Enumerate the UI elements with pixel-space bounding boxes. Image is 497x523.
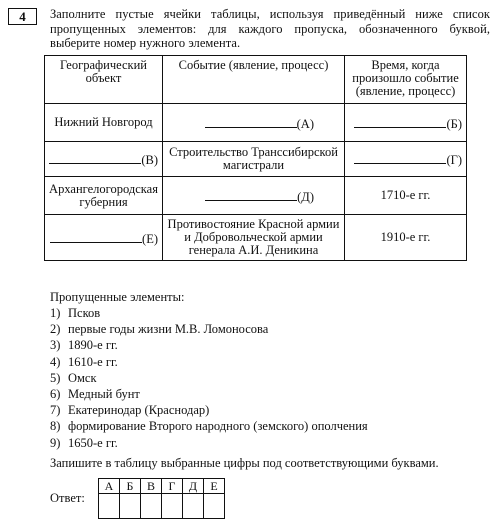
answer-letter: Б xyxy=(120,479,141,494)
cell-event: Строительство Транссибирской магистрали xyxy=(163,142,345,177)
option-text: формирование Второго народного (земского) ополчения xyxy=(68,419,368,434)
cell-object: Архангелогородская губерния xyxy=(45,177,163,215)
answer-letter: Е xyxy=(204,479,225,494)
table-row xyxy=(45,215,467,261)
option-number: 7) xyxy=(50,403,61,418)
option-number: 2) xyxy=(50,322,61,337)
answer-letters-row xyxy=(99,479,225,494)
header-time: Время, когда произошло событие (явление, процесс) xyxy=(345,56,467,104)
answer-cell-a[interactable] xyxy=(99,494,120,519)
answer-cell-g[interactable] xyxy=(162,494,183,519)
list-item xyxy=(50,337,368,353)
blank-letter-d: (Д) xyxy=(297,189,314,204)
list-item xyxy=(50,305,368,321)
option-text: 1650-е гг. xyxy=(68,435,118,450)
answer-letter: Г xyxy=(162,479,183,494)
cell-time: 1910-е гг. xyxy=(345,215,467,261)
list-item xyxy=(50,321,368,337)
blank-cell-b[interactable] xyxy=(345,104,467,142)
table-row xyxy=(45,104,467,142)
cell-event: Противостояние Красной армии и Добровольческой армии генерала А.И. Деникина xyxy=(163,215,345,261)
blank-line xyxy=(205,115,297,128)
blank-letter-g: (Г) xyxy=(446,153,462,167)
table-row xyxy=(45,177,467,215)
instruction-text: Запишите в таблицу выбранные цифры под соответствующими буквами. xyxy=(50,456,439,470)
list-item xyxy=(50,435,368,451)
option-number: 4) xyxy=(50,354,61,369)
blank-line xyxy=(354,151,446,164)
list-item xyxy=(50,354,368,370)
option-text: Екатеринодар (Краснодар) xyxy=(68,403,210,418)
answer-label: Ответ: xyxy=(50,491,85,505)
blank-line xyxy=(50,230,142,243)
list-item xyxy=(50,418,368,434)
answer-letter: А xyxy=(99,479,120,494)
option-text: Псков xyxy=(68,306,101,320)
blank-cell-g[interactable] xyxy=(345,142,467,177)
question-number: 4 xyxy=(8,8,37,25)
blank-cell-a[interactable] xyxy=(163,104,345,142)
blank-letter-v: (В) xyxy=(141,153,158,167)
blank-line xyxy=(49,151,141,164)
option-number: 9) xyxy=(50,435,61,450)
list-item xyxy=(50,370,368,386)
answer-cell-b[interactable] xyxy=(120,494,141,519)
options-list xyxy=(50,305,368,451)
cell-time: 1710-е гг. xyxy=(345,177,467,215)
missing-elements-title: Пропущенные элементы: xyxy=(50,290,185,304)
list-item xyxy=(50,402,368,418)
answer-table xyxy=(98,478,225,519)
blank-letter-e: (Е) xyxy=(142,231,158,246)
table-row xyxy=(45,142,467,177)
table-header-row xyxy=(45,56,467,104)
task-text: Заполните пустые ячейки таблицы, используя приведённый ниже список пропущенных элементов: для каждого пропуска, обозначенного буквой, выберите номер нужного элемента. xyxy=(50,7,490,50)
option-text: 1890-е гг. xyxy=(68,338,118,353)
option-text: Медный бунт xyxy=(68,387,140,402)
answer-cell-d[interactable] xyxy=(183,494,204,519)
option-text: 1610-е гг. xyxy=(68,354,118,369)
option-number: 1) xyxy=(50,306,61,320)
option-number: 8) xyxy=(50,419,61,434)
blank-letter-a: (А) xyxy=(296,116,314,131)
blank-cell-e[interactable] xyxy=(45,215,163,261)
answer-cell-v[interactable] xyxy=(141,494,162,519)
list-item xyxy=(50,386,368,402)
option-number: 5) xyxy=(50,370,61,385)
answer-letter: Д xyxy=(183,479,204,494)
header-object: Географический объект xyxy=(45,56,163,104)
matching-table xyxy=(44,55,467,261)
option-text: первые годы жизни М.В. Ломоносова xyxy=(68,322,269,337)
cell-object: Нижний Новгород xyxy=(45,104,163,142)
answer-letter: В xyxy=(141,479,162,494)
blank-cell-d[interactable] xyxy=(163,177,345,215)
header-event: Событие (явление, процесс) xyxy=(163,56,345,104)
blank-cell-v[interactable] xyxy=(45,142,163,177)
answer-cells-row xyxy=(99,494,225,519)
option-text: Омск xyxy=(68,370,97,385)
option-number: 3) xyxy=(50,338,61,353)
option-number: 6) xyxy=(50,387,61,402)
blank-line xyxy=(205,188,297,201)
blank-line xyxy=(354,115,446,128)
blank-letter-b: (Б) xyxy=(446,116,462,131)
answer-cell-e[interactable] xyxy=(204,494,225,519)
